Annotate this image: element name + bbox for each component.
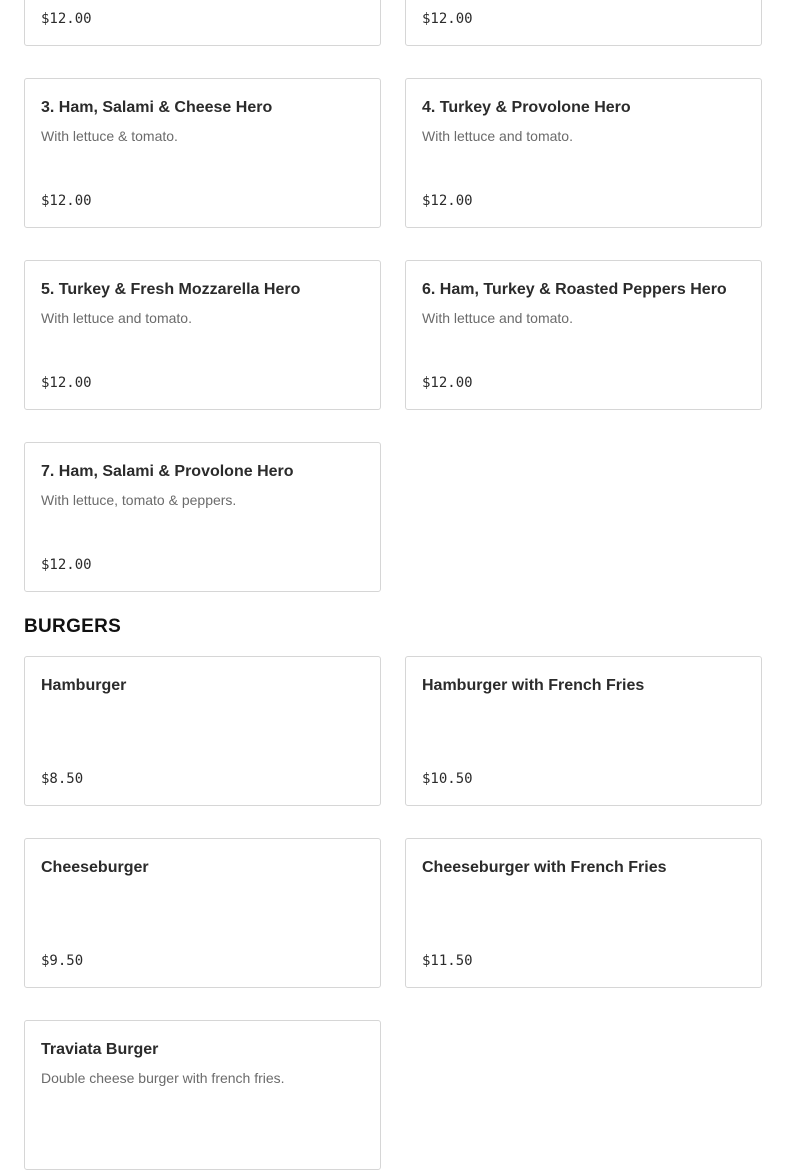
item-name: Traviata Burger: [41, 1041, 159, 1058]
item-name: Cheeseburger: [41, 859, 149, 876]
item-price: $12.00: [422, 375, 473, 391]
item-name: 4. Turkey & Provolone Hero: [422, 99, 631, 116]
item-description: With lettuce, tomato & peppers.: [41, 492, 237, 508]
item-price: $9.50: [41, 953, 84, 969]
item-name: 6. Ham, Turkey & Roasted Peppers Hero: [422, 281, 727, 298]
item-description: Double cheese burger with french fries.: [41, 1070, 285, 1086]
item-price: $12.00: [41, 375, 92, 391]
item-description: With lettuce and tomato.: [41, 310, 192, 326]
menu-item-card[interactable]: [405, 838, 762, 988]
menu-item-card[interactable]: [24, 838, 381, 988]
item-name: Hamburger: [41, 677, 127, 694]
menu-item-card[interactable]: [405, 78, 762, 228]
menu-item-card[interactable]: [405, 260, 762, 410]
menu-item-card[interactable]: [24, 442, 381, 592]
menu-item-card[interactable]: [405, 0, 762, 46]
menu-item-card[interactable]: [24, 260, 381, 410]
item-price: $12.00: [41, 11, 92, 27]
item-name: Hamburger with French Fries: [422, 677, 645, 694]
item-price: $12.00: [41, 193, 92, 209]
section-title-burgers: BURGERS: [24, 616, 122, 637]
menu-item-card[interactable]: [24, 1020, 381, 1170]
item-name: 5. Turkey & Fresh Mozzarella Hero: [41, 281, 301, 298]
menu-item-card[interactable]: [24, 78, 381, 228]
item-price: $12.00: [422, 193, 473, 209]
menu-item-card[interactable]: [405, 656, 762, 806]
item-price: $10.50: [422, 771, 473, 787]
item-name: 3. Ham, Salami & Cheese Hero: [41, 99, 273, 116]
menu-item-card[interactable]: [24, 0, 381, 46]
item-description: With lettuce and tomato.: [422, 128, 573, 144]
item-price: $12.00: [41, 557, 92, 573]
menu-item-card[interactable]: [24, 656, 381, 806]
item-name: 7. Ham, Salami & Provolone Hero: [41, 463, 294, 480]
item-description: With lettuce and tomato.: [422, 310, 573, 326]
item-price: $12.00: [422, 11, 473, 27]
item-price: $11.50: [422, 953, 473, 969]
item-name: Cheeseburger with French Fries: [422, 859, 667, 876]
item-description: With lettuce & tomato.: [41, 128, 178, 144]
item-price: $8.50: [41, 771, 84, 787]
